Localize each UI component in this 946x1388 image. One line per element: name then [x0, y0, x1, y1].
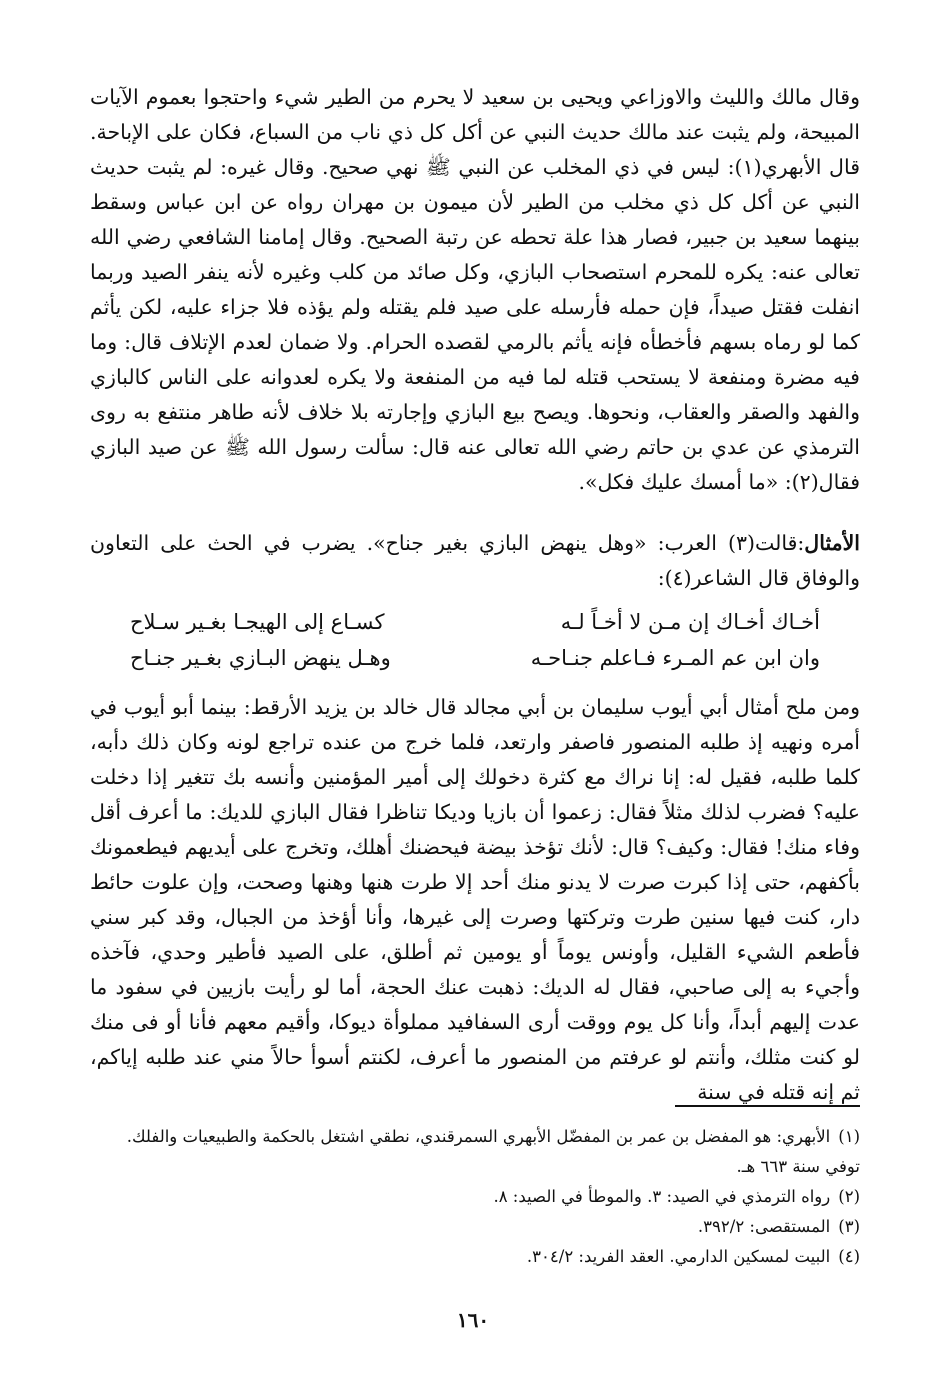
footnote-divider — [675, 1105, 860, 1107]
footnote-2 — [90, 1182, 860, 1212]
footnote-text: الأبهري: هو المفضل بن عمر بن المفضّل الأبهري السمرقندي، نطقي اشتغل بالحكمة والطبيعيات والفلك. توفي سنة ٦٦٣ هـ. — [126, 1127, 860, 1176]
footnote-text: المستقصى: ٣٩٢/٢. — [697, 1217, 831, 1236]
footnote-text: رواه الترمذي في الصيد: ٣. والموطأ في الصيد: ٨. — [493, 1187, 831, 1206]
page-number: ١٦٠ — [456, 1308, 490, 1332]
page-body — [90, 80, 860, 1110]
paragraph-3 — [90, 690, 860, 1110]
paragraph-1-text: وقال مالك والليث والاوزاعي ويحيى بن سعيد لا يحرم من الطير شيء واحتجوا بعموم الآيات المبيحة، ولم يثبت عند مالك حديث النبي عن أكل كل ذي ناب من السباع، فكان على الإباحة. قال الأبهري(١): ليس في ذي المخلب عن النبي ﷺ نهي صحيح. وقال غيره: لم يثبت حديث النبي عن أكل كل ذي مخلب من الطير لأن ميمون بن مهران رواه عن ابن عباس وسقط بينهما سعيد بن جبير، فصار هذا علة تحطه عن رتبة الصحيح. وقال إمامنا الشافعي رضي الله تعالى عنه: يكره للمحرم استصحاب البازي، وكل صائد من كلب وغيره لأنه ينفر الصيد وربما انفلت فقتل صيداً، فإن حمله فأرسله على صيد فلم يقتله ولم يؤذه فلا جزاء عليه، لكن يأثم كما لو رماه بسهم فأخطأه فإنه يأثم بالرمي لقصده الحرام. ولا ضمان لعدم الإتلاف قال: وما فيه مضرة ومنفعة لا يستحب قتله لما فيه من المنفعة ولا يكره لعدوانه على الناس كالبازي والفهد والصقر والعقاب، ونحوها. ويصح بيع البازي وإجارته بلا خلاف لأنه طاهر منتفع به روى الترمذي عن عدي بن حاتم رضي الله تعالى عنه قال: سألت رسول الله ﷺ عن صيد البازي فقال(٢): «ما أمسك عليك فكل». — [90, 85, 860, 494]
footnote-number: (١) — [838, 1127, 860, 1146]
footnote-4 — [90, 1242, 860, 1272]
poem-verses — [90, 604, 860, 676]
proverbs-label: الأمثال — [804, 531, 860, 555]
footnote-3 — [90, 1212, 860, 1242]
paragraph-3-text: ومن ملح أمثال أبي أيوب سليمان بن أبي مجالد قال خالد بن يزيد الأرقط: بينما أبو أيوب في أمره ونهيه إذ طلبه المنصور فاصفر وارتعد، فلما خرج من عنده تراجع لونه وكان ذلك دأبه، كلما طلبه، فقيل له: إنا نراك مع كثرة دخولك إلى أمير المؤمنين وأنسه بك تتغير إذا دخلت عليه؟ فضرب لذلك مثلاً فقال: زعموا أن بازيا وديكا تناظرا فقال البازي للديك: ما أعرف أقل وفاء منك! فقال: وكيف؟ قال: لأنك تؤخذ بيضة فيحضنك أهلك، وتخرج على أيديهم فيطعمونك بأكفهم، حتى إذا كبرت صرت لا يدنو منك أحد إلا طرت هنها وهنها وصحت، وإن علوت حائط دار، كنت فيها سنين طرت وتركتها وصرت إلى غيرها، وأنا أؤخذ من الجبال، وقد كبر سني فأطعم الشيء القليل، وأونس يوماً أو يومين ثم أطلق، على الصيد فأطير وحدي، فآخذه وأجيء به إلى صاحبي، فقال له الديك: ذهبت عنك الحجة، أما لو رأيت بازيين في سفود ما عدت إليهم أبداً، وأنا كل يوم ووقت أرى السفافيد مملوأة ديوكا، وأقيم معهم فأنا أو فى منك لو كنت مثلك، وأنتم لو عرفتم من المنصور ما أعرف، لكنتم أسوأ حالاً مني عند طلبه إياكم، ثم إنه قتله في سنة — [90, 695, 860, 1104]
paragraph-2 — [90, 526, 860, 596]
verse-1-first-hemistich: أخـاك أخـاك إن مـن لا أخـاً لـه — [560, 610, 820, 634]
footnote-1 — [90, 1122, 860, 1182]
verse-2-first-hemistich: وان ابن عم المـرء فـاعلم جنـاحـه — [530, 646, 820, 670]
paragraph-2-text — [90, 526, 860, 596]
footnote-text: البيت لمسكين الدارمي. العقد الفريد: ٣٠٤/٢. — [526, 1247, 831, 1266]
footnote-number: (٣) — [838, 1217, 860, 1236]
verse-1-second-hemistich: كسـاع إلى الهيجـا بغـير سـلاح — [130, 610, 385, 634]
verse-row — [90, 604, 860, 640]
footnotes — [90, 1122, 860, 1272]
verse-2-second-hemistich: وهـل ينهض البـازي بغـير جنـاح — [130, 646, 391, 670]
footnote-number: (٢) — [838, 1187, 860, 1206]
footnote-number: (٤) — [838, 1247, 860, 1266]
proverbs-text: :قالت(٣) العرب: «وهل ينهض البازي بغير جناح». يضرب في الحث على التعاون والوفاق قال الشاعر(٤): — [90, 531, 860, 590]
verse-row — [90, 640, 860, 676]
paragraph-1 — [90, 80, 860, 520]
